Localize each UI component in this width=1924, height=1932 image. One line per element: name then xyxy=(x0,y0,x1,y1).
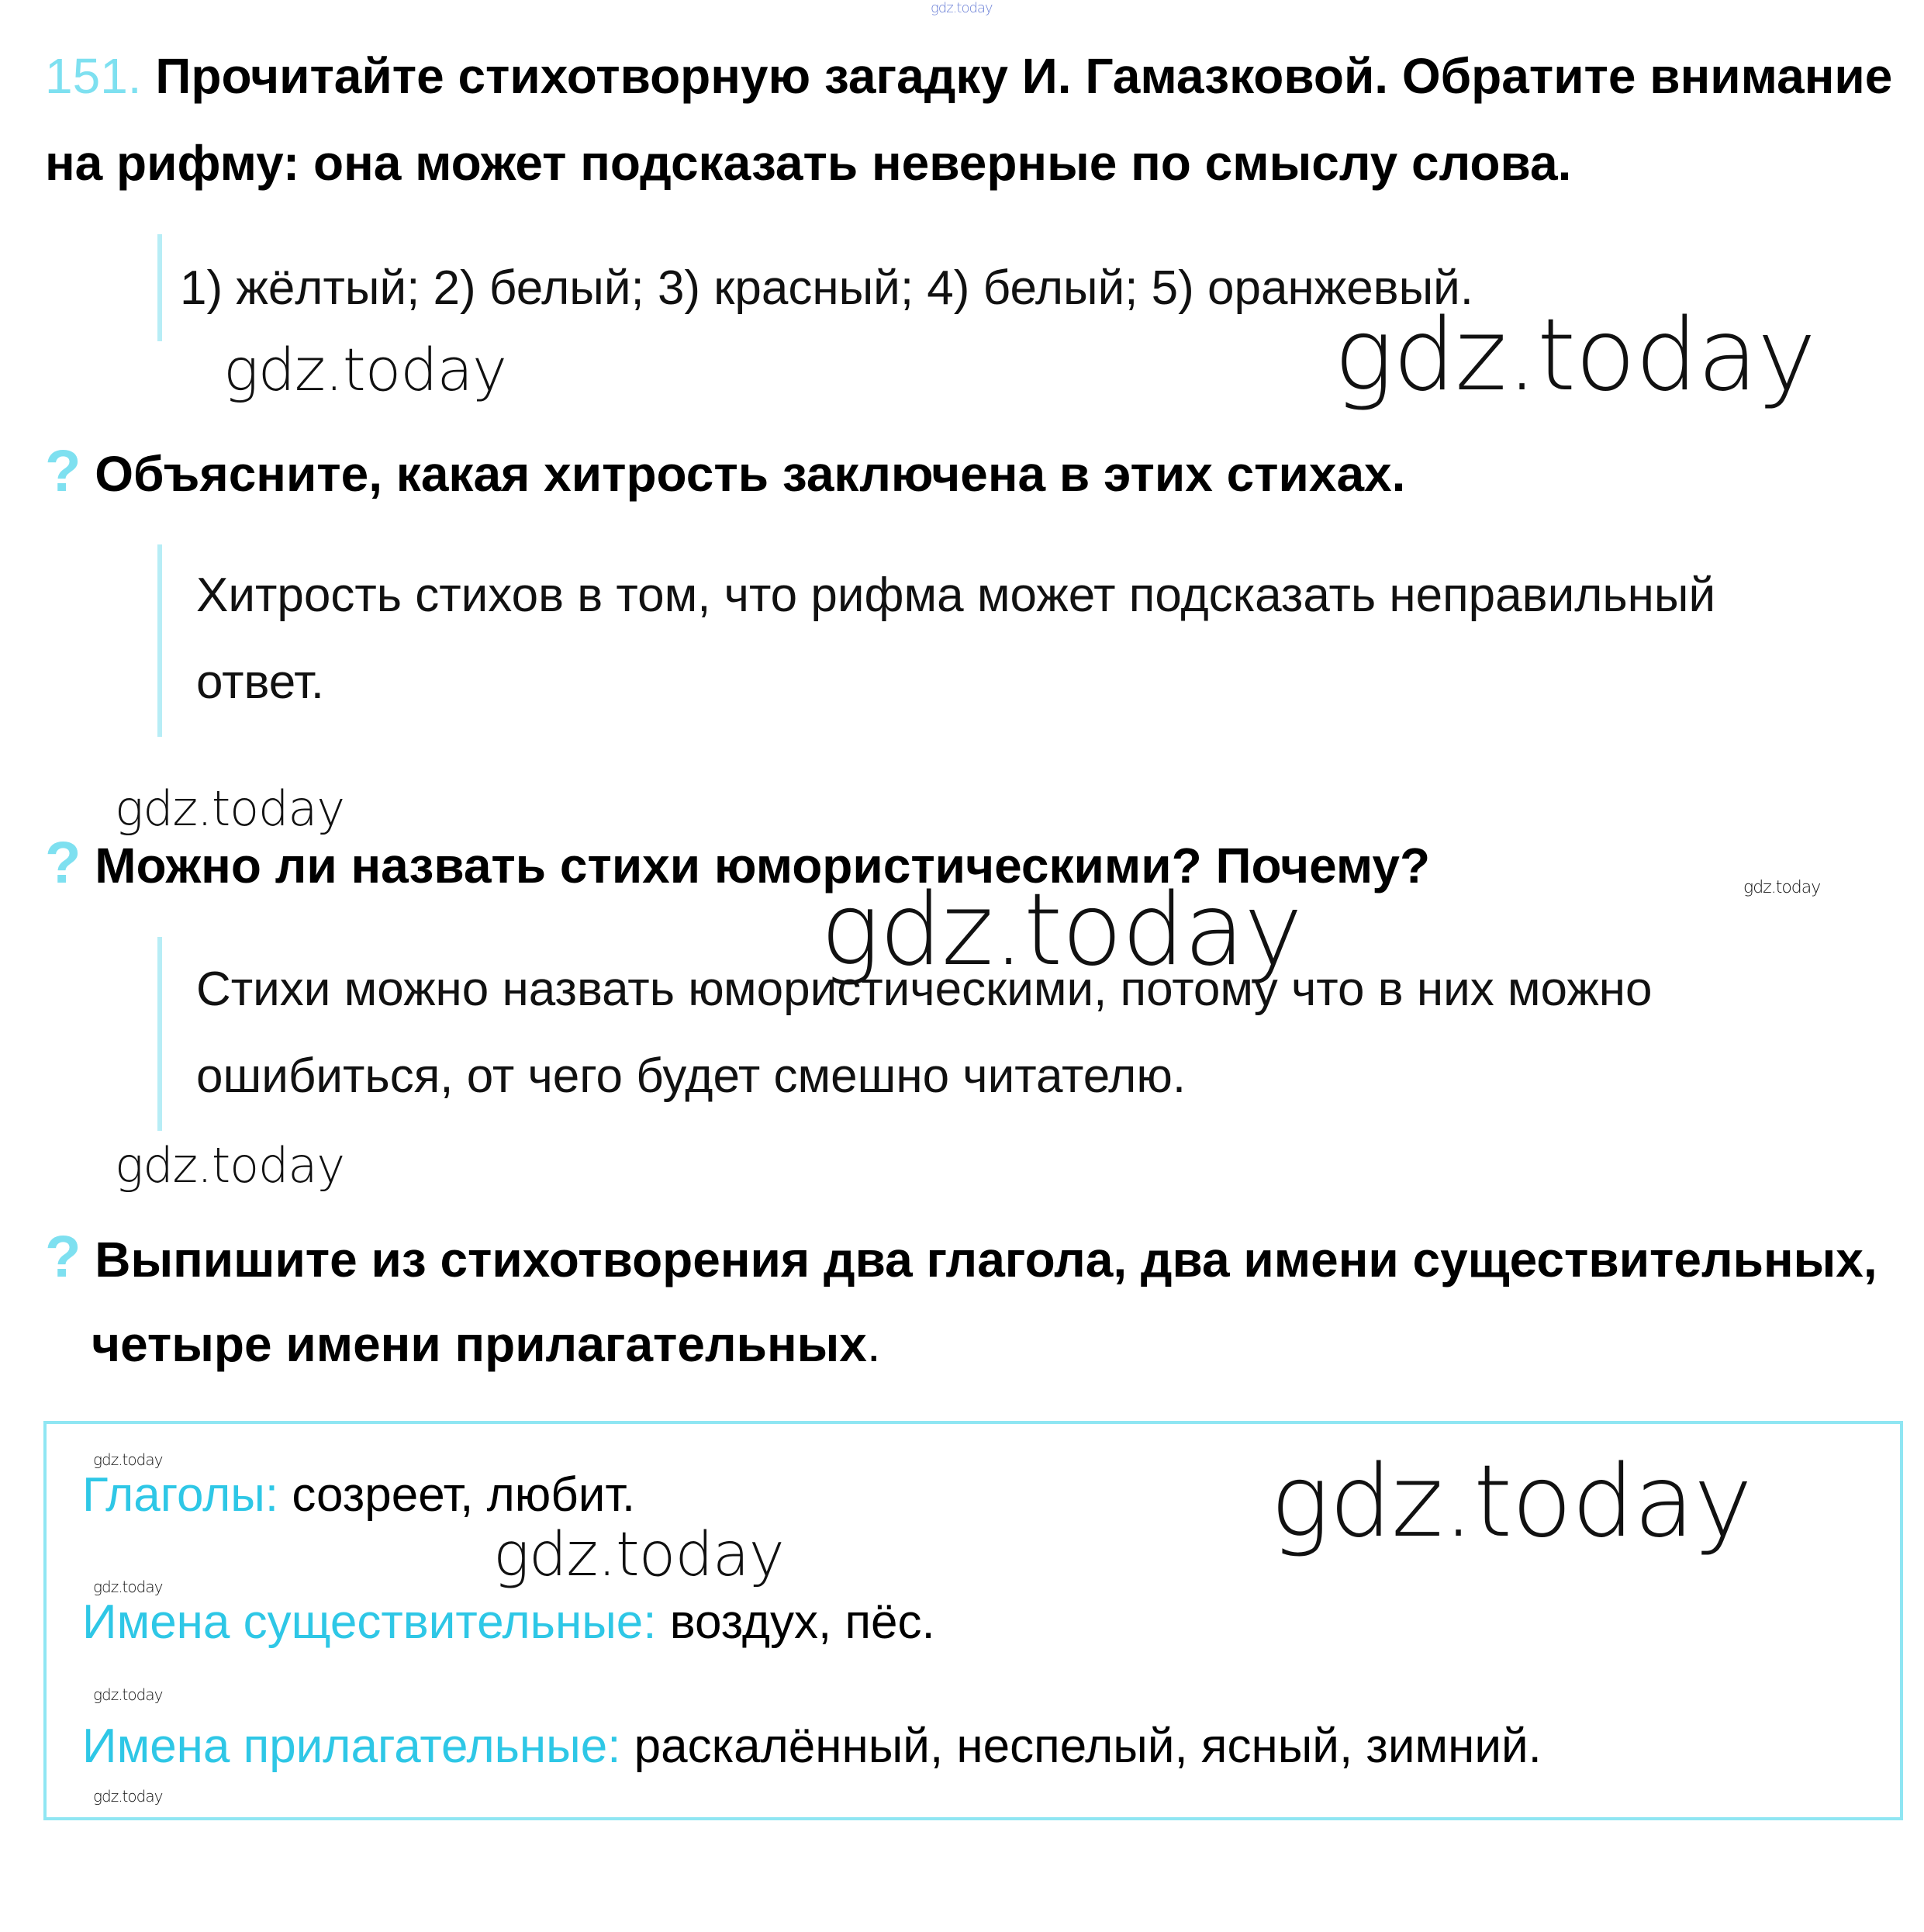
nouns-row xyxy=(82,1595,935,1650)
verbs-label: Глаголы: xyxy=(82,1468,279,1522)
answer-bar xyxy=(157,544,162,737)
question-text-end: . xyxy=(866,1316,881,1372)
answer-text: 1) жёлтый; 2) белый; 3) красный; 4) белый; 5) оранжевый. xyxy=(180,261,1474,315)
watermark: gdz.today xyxy=(115,1137,345,1194)
question-icon: ? xyxy=(45,438,81,504)
adjectives-values: раскалённый, неспелый, ясный, зимний. xyxy=(620,1719,1542,1773)
adjectives-label: Имена прилагательные: xyxy=(82,1719,621,1773)
watermark: gdz.today xyxy=(493,1520,784,1590)
answer-text-line2: ответ. xyxy=(196,655,324,709)
verbs-values: созреет, любит. xyxy=(278,1468,636,1522)
task-heading-line1 xyxy=(45,33,1892,119)
verbs-row xyxy=(82,1467,635,1522)
watermark: gdz.today xyxy=(1334,298,1815,413)
watermark: gdz.today xyxy=(1270,1444,1752,1560)
task-text-line1: Прочитайте стихотворную загадку И. Гамазковой. Обратите внимание xyxy=(155,48,1893,104)
task-number: 151. xyxy=(45,48,142,104)
watermark: gdz.today xyxy=(115,780,345,837)
question-icon: ? xyxy=(45,1224,81,1290)
watermark: gdz.today xyxy=(93,1450,163,1469)
answer-bar xyxy=(157,937,162,1131)
watermark: gdz.today xyxy=(93,1685,163,1704)
question-1 xyxy=(45,428,1405,517)
watermark: gdz.today xyxy=(820,873,1302,988)
question-icon: ? xyxy=(45,830,81,896)
answer-bar xyxy=(157,234,162,341)
question-text: Можно ли назвать стихи юмористическими? Почему? xyxy=(95,838,1431,893)
watermark: gdz.today xyxy=(1743,878,1821,897)
watermark: gdz.today xyxy=(93,1787,163,1806)
nouns-label: Имена существительные: xyxy=(82,1595,657,1649)
watermark: gdz.today xyxy=(223,335,506,404)
watermark: gdz.today xyxy=(931,0,993,16)
answer-text-line2: ошибиться, от чего будет смешно читателю. xyxy=(196,1049,1187,1103)
question-text: Выпишите из стихотворения два глагола, два имени существительных, xyxy=(95,1232,1877,1287)
watermark: gdz.today xyxy=(93,1578,163,1596)
question-text: Объясните, какая хитрость заключена в этих стихах. xyxy=(95,446,1406,502)
answer-text-line1: Стихи можно назвать юмористическими, потому что в них можно xyxy=(196,963,1653,1016)
question-3-line1 xyxy=(45,1214,1877,1303)
question-3-line2 xyxy=(92,1301,881,1388)
task-heading-line2: на рифму: она может подсказать неверные по смыслу слова. xyxy=(45,135,1572,191)
adjectives-row xyxy=(82,1719,1542,1774)
answer-text-line1: Хитрость стихов в том, что рифма может подсказать неправильный xyxy=(196,569,1716,622)
question-text-line2: четыре имени прилагательных xyxy=(92,1316,867,1372)
nouns-values: воздух, пёс. xyxy=(656,1595,935,1649)
